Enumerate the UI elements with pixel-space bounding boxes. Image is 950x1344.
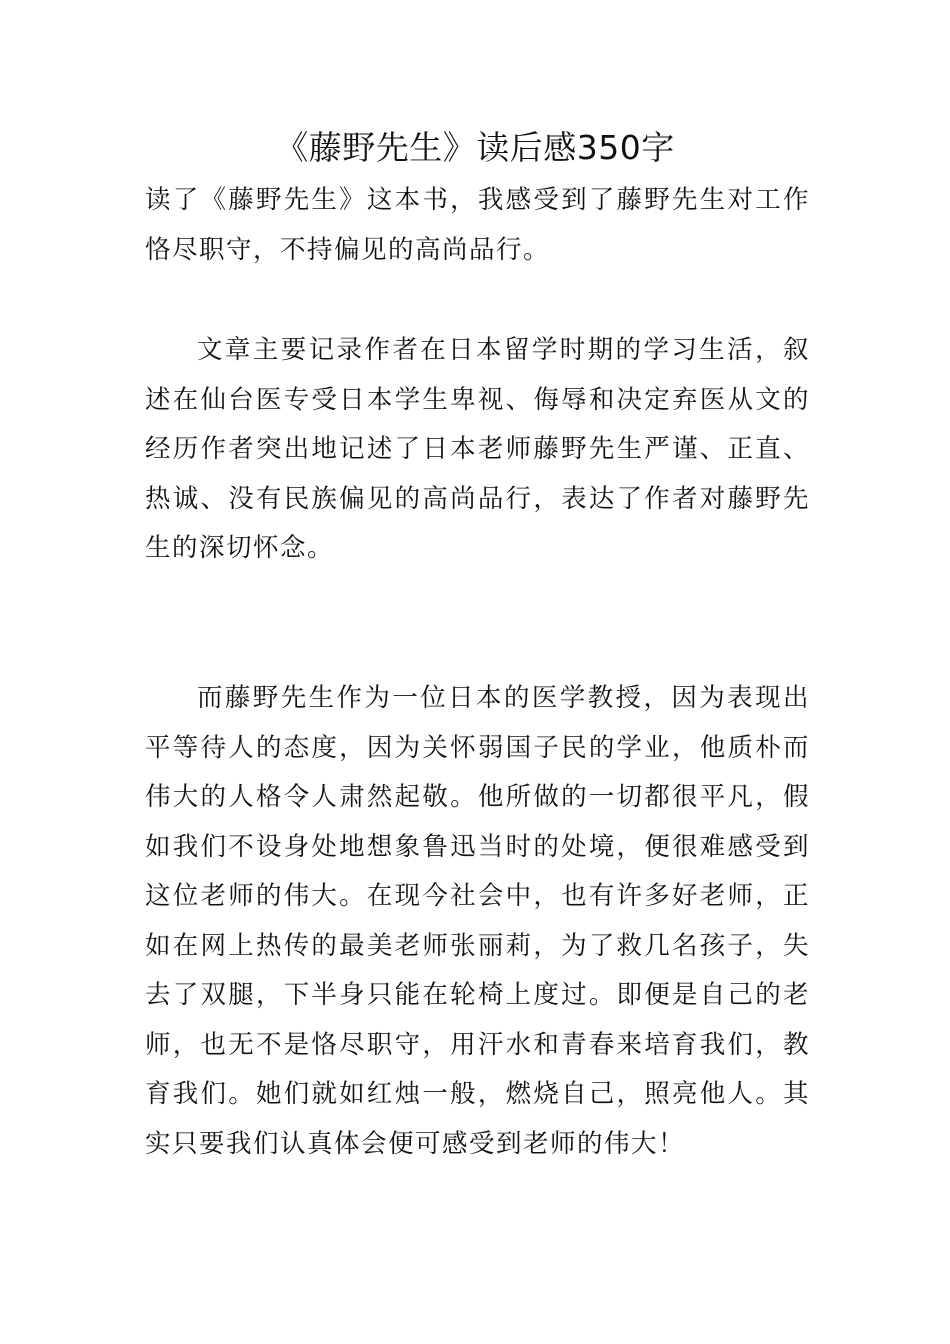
paragraph-summary: 文章主要记录作者在日本留学时期的学习生活，叙述在仙台医专受日本学生卑视、侮辱和决定弃医从文的经历作者突出地记述了日本老师藤野先生严谨、正直、热诚、没有民族偏见的高尚品行，表达了作者对藤野先生的深切怀念。 (145, 335, 810, 563)
document-title: 《藤野先生》读后感350字 (275, 128, 675, 167)
paragraph-intro: 读了《藤野先生》这本书，我感受到了藤野先生对工作恪尽职守，不持偏见的高尚品行。 (145, 185, 810, 265)
paragraph-reflection: 而藤野先生作为一位日本的医学教授，因为表现出平等待人的态度，因为关怀弱国子民的学业，他质朴而伟大的人格令人肃然起敬。他所做的一切都很平凡，假如我们不设身处地想象鲁迅当时的处境，便很难感受到这位老师的伟大。在现今社会中，也有许多好老师，正如在网上热传的最美老师张丽莉，为了救几名孩子，失去了双腿，下半身只能在轮椅上度过。即便是自己的老师，也无不是恪尽职守，用汗水和青春来培育我们，教育我们。她们就如红烛一般，燃烧自己，照亮他人。其实只要我们认真体会便可感受到老师的伟大！ (145, 683, 810, 1159)
